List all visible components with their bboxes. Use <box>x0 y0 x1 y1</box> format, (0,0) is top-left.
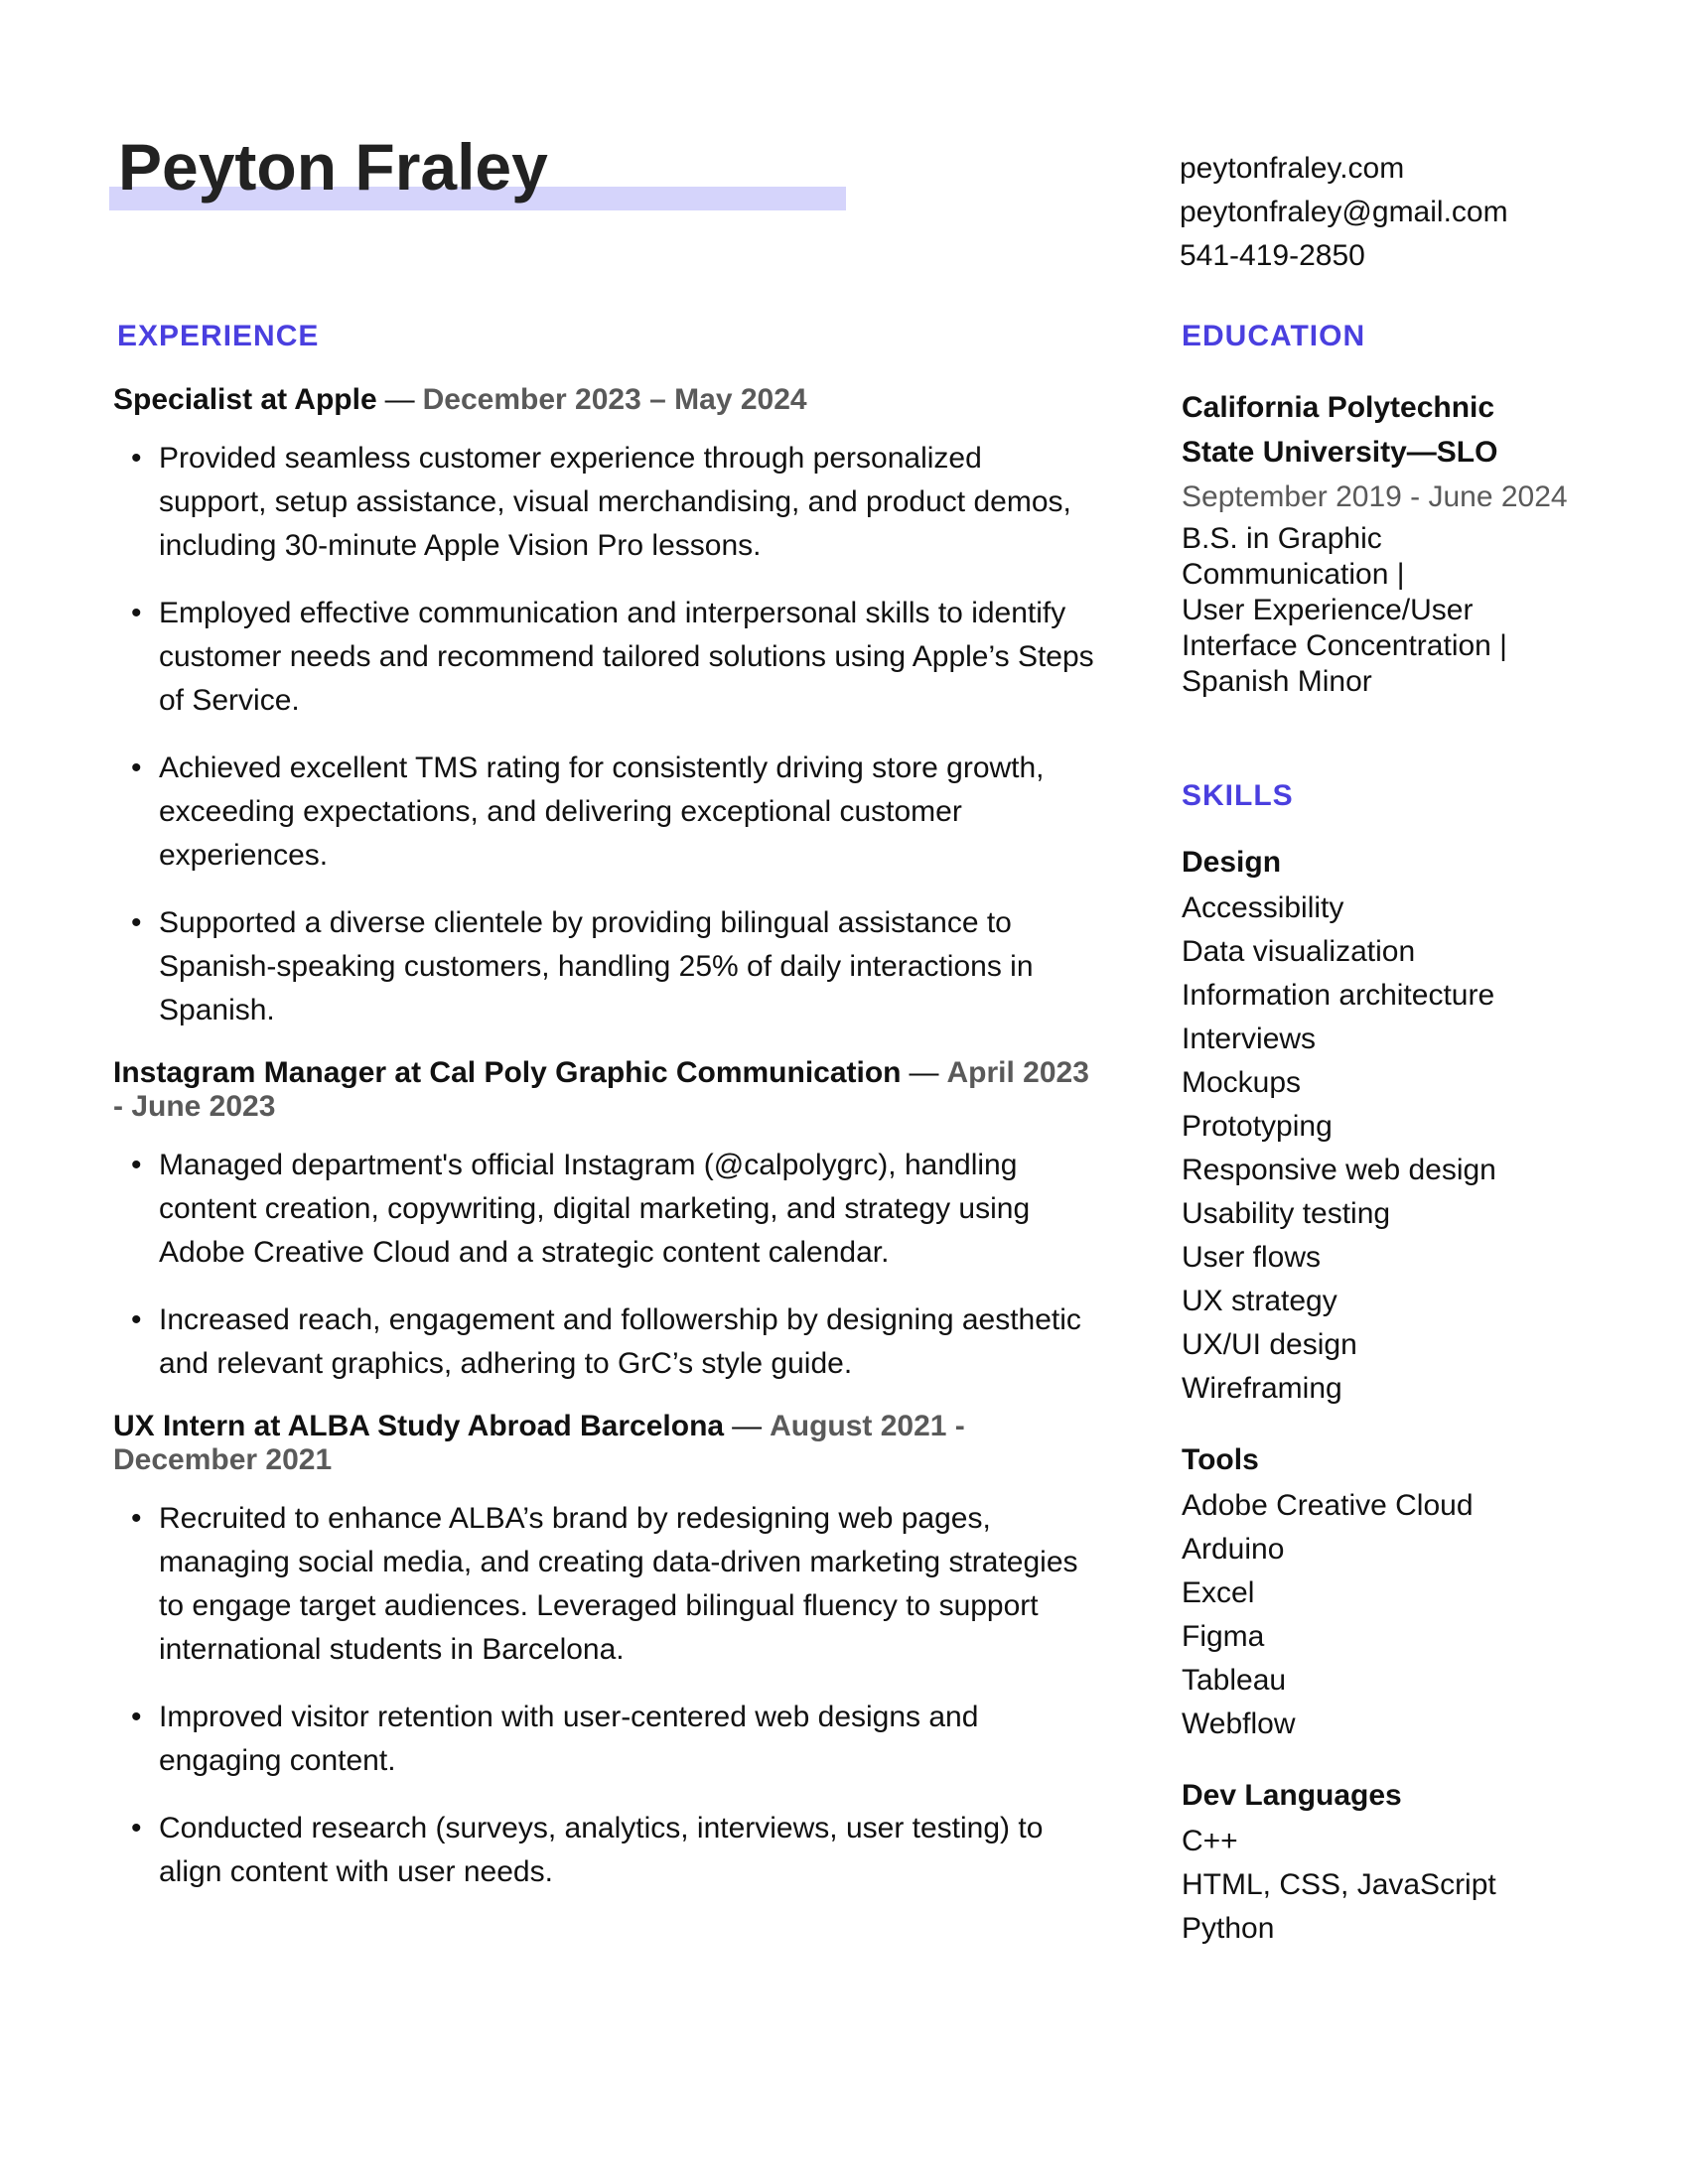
skill-item: Webflow <box>1182 1707 1296 1740</box>
skill-item: Wireframing <box>1182 1372 1342 1405</box>
education-heading: EDUCATION <box>1182 320 1366 352</box>
job-title: Instagram Manager at Cal Poly Graphic Communication <box>113 1056 902 1089</box>
job-bullet: • Conducted research (surveys, analytics, interviews, user testing) to align content with user needs. <box>113 1807 1096 1894</box>
skill-item: Interviews <box>1182 1023 1317 1055</box>
degree-line: Communication | <box>1182 558 1405 591</box>
job-bullet: • Employed effective communication and interpersonal skills to identify customer needs and recommend tailored solutions using Apple’s Steps of Service. <box>113 592 1096 723</box>
skill-category: Tools <box>1182 1443 1259 1476</box>
applicant-name: Peyton Fraley <box>118 130 548 204</box>
job-dates: April 2023 - June 2023 <box>113 1056 1089 1123</box>
job-header <box>113 383 1096 417</box>
job-title: Specialist at Apple <box>113 383 377 416</box>
job-bullet: • Supported a diverse clientele by providing bilingual assistance to Spanish-speaking customers, handling 25% of daily interactions in Spanish. <box>113 901 1096 1032</box>
skill-item: UX strategy <box>1182 1285 1337 1317</box>
skill-item: HTML, CSS, JavaScript <box>1182 1868 1496 1901</box>
job-entry <box>113 1410 1096 1894</box>
job-bullets <box>113 437 1096 1032</box>
degree-line: Interface Concentration | <box>1182 629 1507 662</box>
skill-category: Design <box>1182 846 1282 879</box>
contact-info <box>1180 147 1508 278</box>
skill-item: Responsive web design <box>1182 1154 1496 1186</box>
school-name <box>1182 385 1609 475</box>
education-section <box>1182 320 1609 700</box>
job-header <box>113 1410 1096 1477</box>
job-bullets <box>113 1497 1096 1894</box>
experience-section <box>113 320 1096 1918</box>
job-separator: — <box>909 1056 939 1089</box>
degree-line: User Experience/User <box>1182 594 1474 626</box>
skill-item: Accessibility <box>1182 891 1344 924</box>
skill-group-design <box>1182 843 1609 1411</box>
sidebar-column <box>1182 320 1609 1951</box>
job-bullet: • Provided seamless customer experience through personalized support, setup assistance, visual merchandising, and product demos, including 30-minute Apple Vision Pro lessons. <box>113 437 1096 568</box>
skill-item: Tableau <box>1182 1664 1287 1697</box>
job-bullet: • Increased reach, engagement and followership by designing aesthetic and relevant graphics, adhering to GrC’s style guide. <box>113 1298 1096 1386</box>
skill-item: User flows <box>1182 1241 1322 1274</box>
skill-item: Data visualization <box>1182 935 1416 968</box>
skills-section <box>1182 779 1609 1951</box>
school-name-line: California Polytechnic <box>1182 391 1495 424</box>
email-link[interactable]: peytonfraley@gmail.com <box>1180 196 1508 228</box>
skill-category: Dev Languages <box>1182 1779 1402 1812</box>
skill-item: Arduino <box>1182 1533 1285 1566</box>
skill-item: Python <box>1182 1912 1275 1945</box>
job-bullets <box>113 1144 1096 1386</box>
skill-item: Information architecture <box>1182 979 1495 1012</box>
skill-group-dev-languages <box>1182 1776 1609 1951</box>
skill-item: Figma <box>1182 1620 1265 1653</box>
skill-item: Adobe Creative Cloud <box>1182 1489 1474 1522</box>
job-separator: — <box>732 1410 763 1442</box>
job-header <box>113 1056 1096 1124</box>
skill-item: C++ <box>1182 1825 1238 1857</box>
skill-item: UX/UI design <box>1182 1328 1357 1361</box>
experience-heading: EXPERIENCE <box>117 320 320 352</box>
school-name-line: State University—SLO <box>1182 436 1498 469</box>
skill-item: Usability testing <box>1182 1197 1391 1230</box>
job-bullet: • Improved visitor retention with user-centered web designs and engaging content. <box>113 1696 1096 1783</box>
education-dates: September 2019 - June 2024 <box>1182 480 1568 513</box>
job-separator: — <box>384 383 415 416</box>
job-entry <box>113 1056 1096 1386</box>
skill-item: Excel <box>1182 1576 1255 1609</box>
degree-info <box>1182 521 1609 700</box>
job-dates: December 2023 – May 2024 <box>422 383 807 416</box>
phone-number: 541-419-2850 <box>1180 239 1365 272</box>
skill-item: Mockups <box>1182 1066 1302 1099</box>
degree-line: Spanish Minor <box>1182 665 1372 698</box>
skill-group-tools <box>1182 1440 1609 1746</box>
job-title: UX Intern at ALBA Study Abroad Barcelona <box>113 1410 725 1442</box>
job-bullet: • Managed department's official Instagram (@calpolygrc), handling content creation, copywriting, digital marketing, and strategy using Adobe Creative Cloud and a strategic content calendar. <box>113 1144 1096 1275</box>
skill-item: Prototyping <box>1182 1110 1333 1143</box>
job-bullet: • Recruited to enhance ALBA’s brand by redesigning web pages, managing social media, and creating data-driven marketing strategies to engage target audiences. Leveraged bilingual fluency to support international students in Barcelona. <box>113 1497 1096 1672</box>
name-block <box>109 127 854 216</box>
degree-line: B.S. in Graphic <box>1182 522 1382 555</box>
job-dates: August 2021 - December 2021 <box>113 1410 965 1476</box>
website-link[interactable]: peytonfraley.com <box>1180 152 1405 185</box>
job-bullet: • Achieved excellent TMS rating for consistently driving store growth, exceeding expectations, and delivering exceptional customer experiences. <box>113 747 1096 878</box>
skills-heading: SKILLS <box>1182 779 1294 812</box>
job-entry <box>113 383 1096 1032</box>
